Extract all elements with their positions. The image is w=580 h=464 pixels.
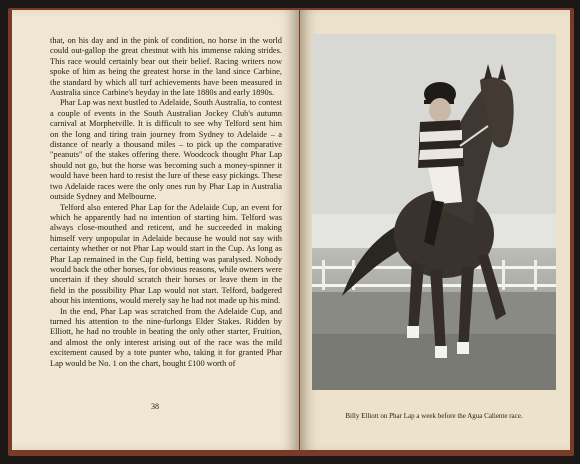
- page-number: 38: [151, 402, 159, 411]
- paragraph-1: that, on his day and in the pink of condition, no horse in the world could out-gallop the great chestnut with his immense raking strides. This race would certainly bear out their belief. Racing writers now spoke of him as being the greatest horse in the land since Carbine, the standard by which all turf achievements have been measured in Australia since Carbine's heyday in the late 1880s and early 1890s.: [50, 36, 282, 98]
- body-text: [50, 36, 282, 369]
- paragraph-2: Phar Lap was next bustled to Adelaide, South Australia, to contest a couple of events in the South Australian Jockey Club's autumn carnival at Morphetville. It is difficult to see why Telford sent him on the long and tiring train journey from Sydney to Adelaide – a distance of nearly a thousand miles – to pick up the comparative "peanuts" of the stakes offering there. Woodcock thought Phar Lap should not go, but the horse was becoming such a money-spinner it would have been hard to resist the lure of these easy pickings. These two Adelaide races were the only ones run by Phar Lap in Australia outside Sydney and Melbourne.: [50, 98, 282, 202]
- racehorse-photo: [312, 34, 556, 390]
- horse-and-jockey-illustration: [312, 34, 556, 390]
- open-book: [8, 8, 574, 456]
- right-page: [300, 10, 570, 450]
- paragraph-4: In the end, Phar Lap was scratched from the Adelaide Cup, and turned his attention to the nine-furlongs Elder Stakes. Ridden by Elliott, he had no trouble in beating the only other starter, Fruition, and almost the only interest arising out of the race was the mild excitement caused by a tote punter who, taking it for granted Phar Lap would be No. 1 on the chart, bought £100 worth of: [50, 306, 282, 368]
- left-page: [12, 10, 299, 450]
- photo-caption: Billy Elliott on Phar Lap a week before the Agua Caliente race.: [345, 412, 523, 420]
- paragraph-3: Telford also entered Phar Lap for the Adelaide Cup, an event for which he apparently had no intention of starting him. Telford was always close-mouthed and reticent, and he succeeded in making himself very unpopular in Adelaide because he would not say with certainty whether or not Phar Lap would start in the Cup. As long as Phar Lap remained in the Cup field, betting was paralysed. Nobody would back the other horses, for obvious reasons, while owners were uncertain if they should scratch their horses or leave them in the field in the possibility Phar Lap would not start. Telford, badgered about his intentions, would merely say he had not made up his mind.: [50, 202, 282, 306]
